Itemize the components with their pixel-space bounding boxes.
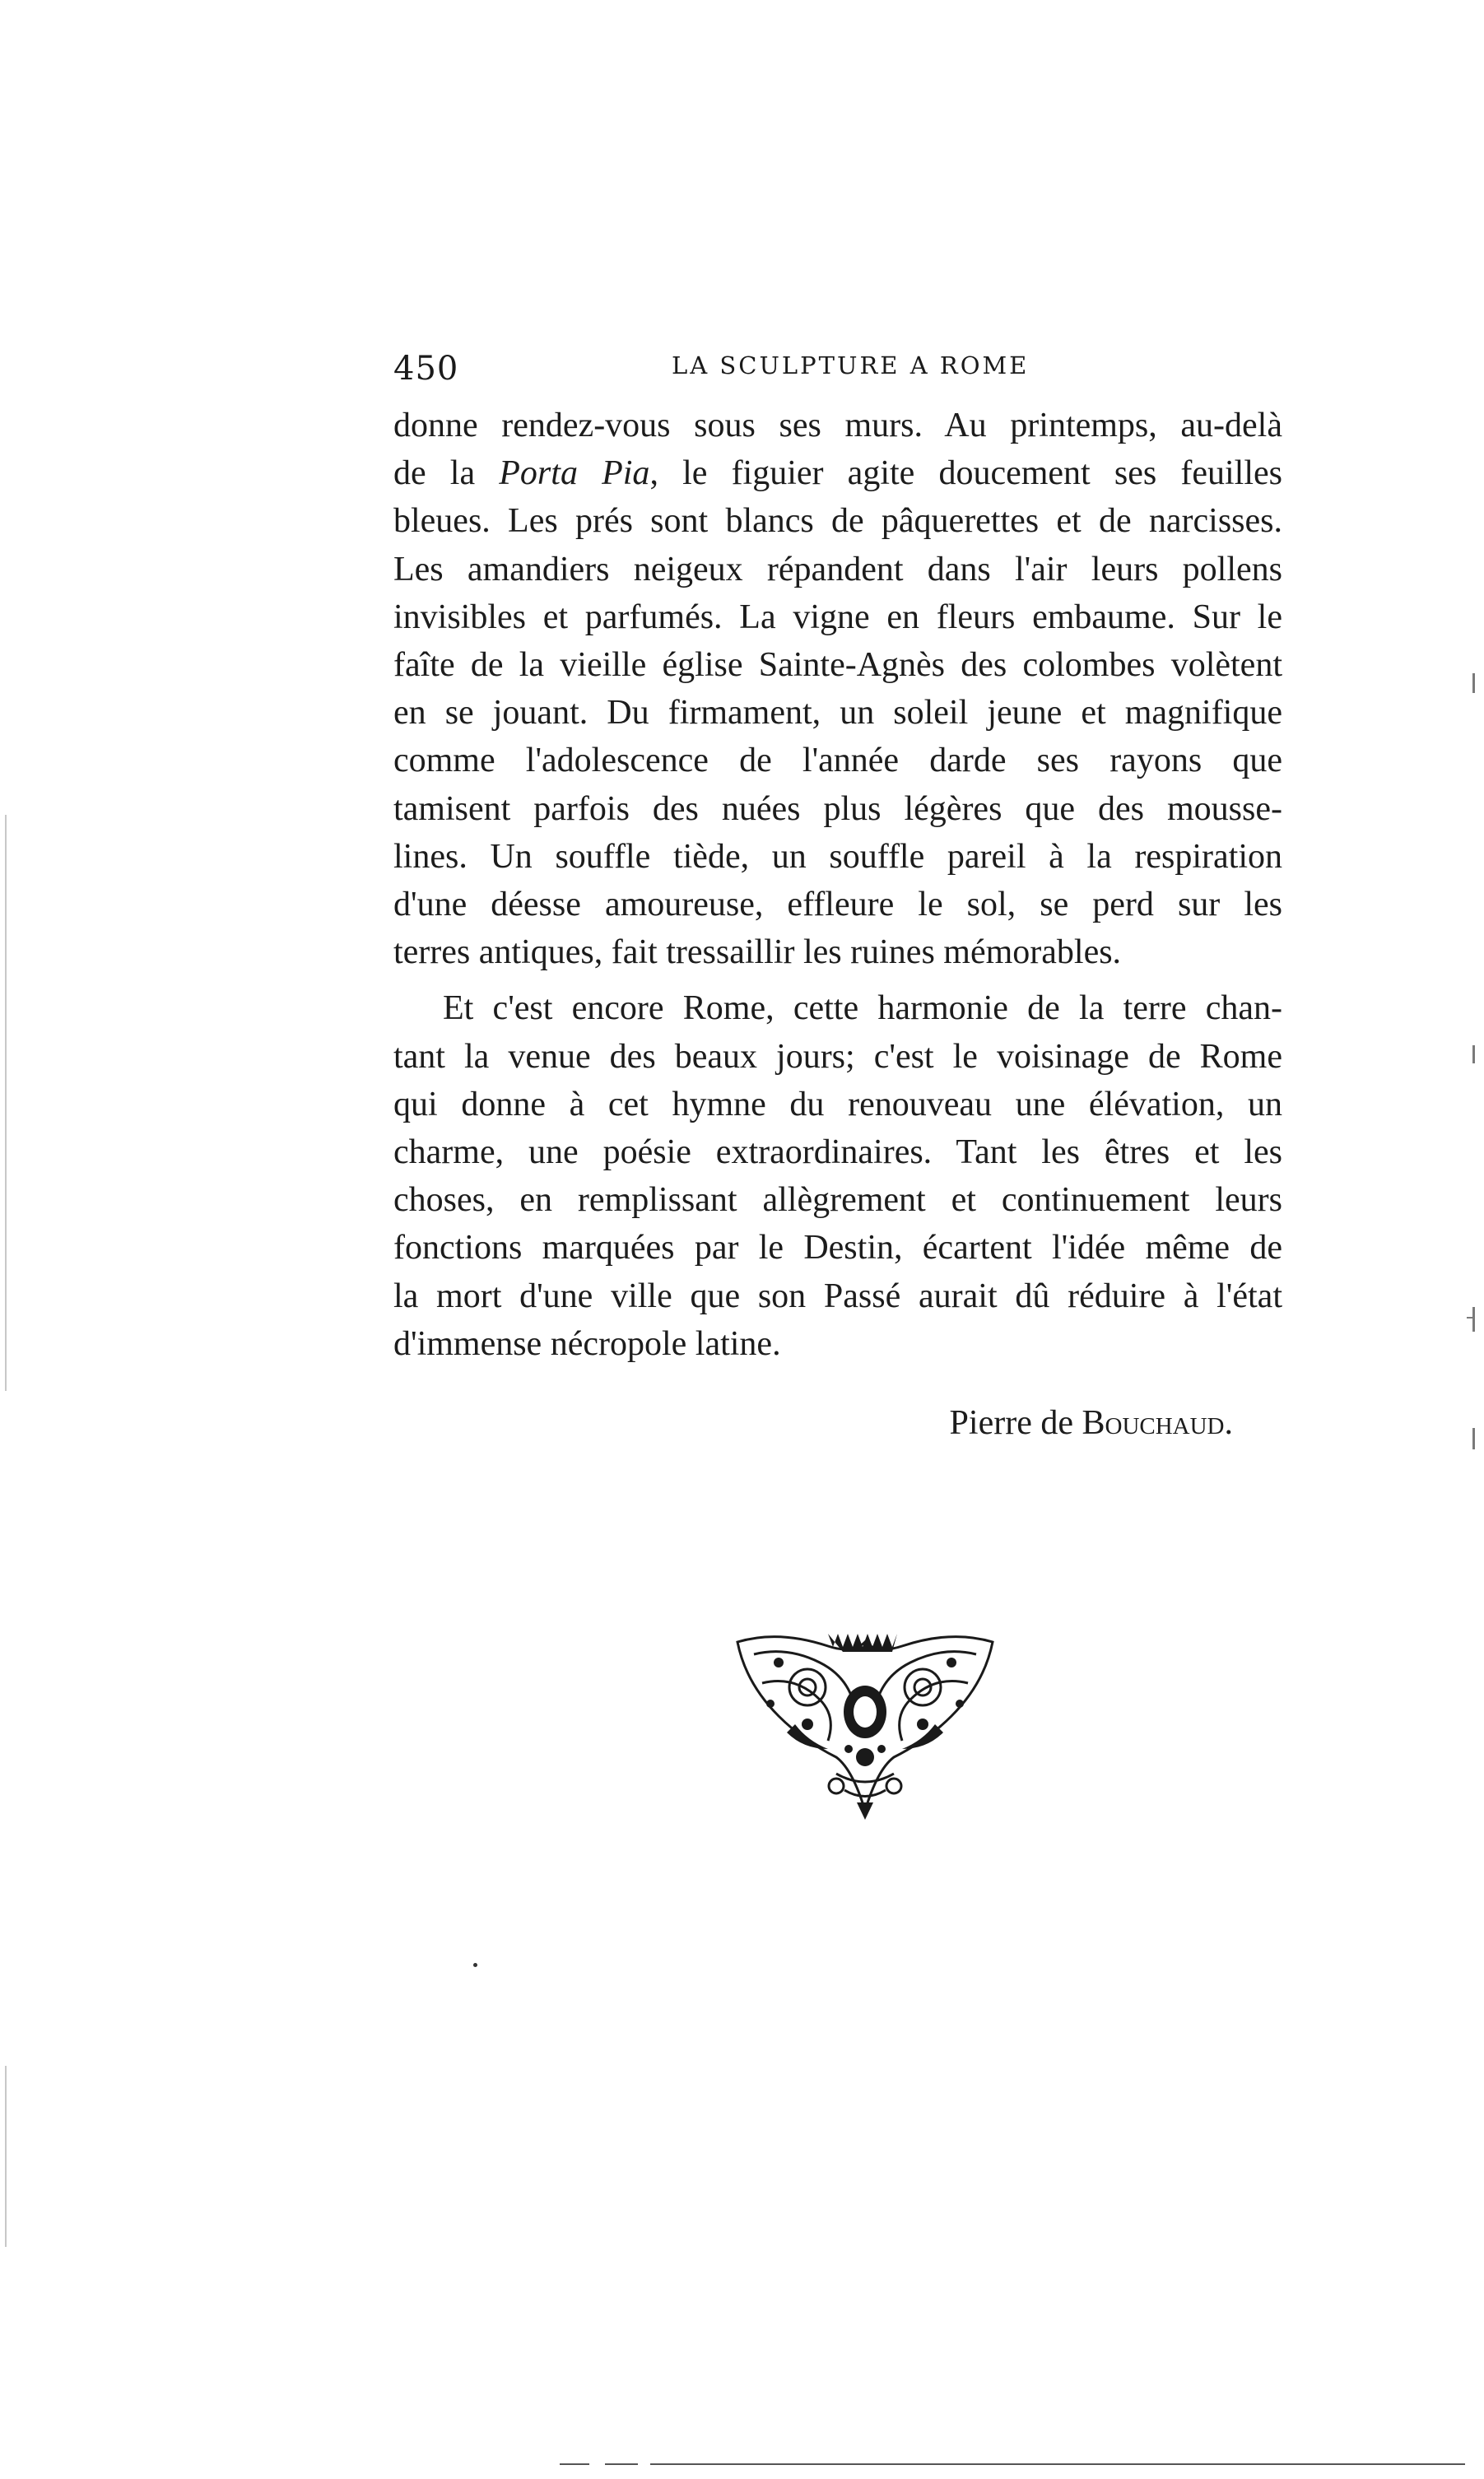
text-line: faîte de la vieille église Sainte-Agnès des colombes volètent [393, 646, 1282, 685]
scan-edge-rule [650, 2463, 1465, 2465]
text-line: invisibles et parfumés. La vigne en fleurs embaume. Sur le [393, 598, 1282, 636]
paragraph-2 [393, 984, 1282, 1368]
text-line: terres antiques, fait tressaillir les ruines mémorables. [393, 933, 1122, 972]
page-header [393, 342, 1282, 391]
text-line: d'une déesse amoureuse, effleure le sol, se perd sur les [393, 886, 1282, 924]
paragraph-gap [393, 976, 1282, 984]
running-title: LA SCULPTURE A ROME [672, 351, 1030, 379]
text-line: charme, une poésie extraordinaires. Tant les êtres et les [393, 1133, 1282, 1172]
scan-edge-mark [1472, 1307, 1475, 1332]
scan-edge-mark [1472, 673, 1475, 693]
text-line: comme l'adolescence de l'année darde ses rayons que [393, 742, 1282, 780]
author-surname: Bouchaud. [1082, 1404, 1233, 1442]
text-line: en se jouant. Du firmament, un soleil jeune et magnifique [393, 694, 1282, 733]
floral-tailpiece-ornament-icon [729, 1626, 1001, 1820]
text-line: de la Porta Pia, le figuier agite doucement ses feuilles [393, 454, 1282, 493]
text-line: Et c'est encore Rome, cette harmonie de la terre chan- [443, 989, 1282, 1028]
page-number: 450 [393, 350, 459, 388]
text-line: tant la venue des beaux jours; c'est le voisinage de Rome [393, 1037, 1282, 1076]
text-line: Les amandiers neigeux répandent dans l'air leurs pollens [393, 550, 1282, 588]
scan-edge-rule [605, 2463, 638, 2465]
author-first-name: Pierre de [949, 1404, 1073, 1442]
scan-edge-rule [560, 2463, 589, 2465]
text-line: choses, en remplissant allègrement et continuement leurs [393, 1181, 1282, 1220]
text-line: d'immense nécropole latine. [393, 1324, 781, 1363]
paragraph-1 [393, 402, 1282, 976]
scan-edge-mark [1472, 1045, 1475, 1063]
scan-edge-mark [5, 2066, 7, 2247]
body-text [393, 402, 1282, 1368]
scan-edge-mark [1472, 1428, 1475, 1449]
scan-edge-mark [5, 815, 7, 1391]
text-line: qui donne à cet hymne du renouveau une élévation, un [393, 1085, 1282, 1123]
scan-speck [473, 1963, 477, 1967]
text-line: la mort d'une ville que son Passé aurait dû réduire à l'état [393, 1277, 1282, 1315]
author-signature [950, 1403, 1233, 1443]
text-line: fonctions marquées par le Destin, écartent l'idée même de [393, 1229, 1282, 1267]
text-line: lines. Un souffle tiède, un souffle pareil à la respiration [393, 837, 1282, 876]
text-line: bleues. Les prés sont blancs de pâquerettes et de narcisses. [393, 502, 1282, 541]
text-line: donne rendez-vous sous ses murs. Au printemps, au-delà [393, 407, 1282, 444]
text-line: tamisent parfois des nuées plus légères que des mousse- [393, 789, 1282, 828]
